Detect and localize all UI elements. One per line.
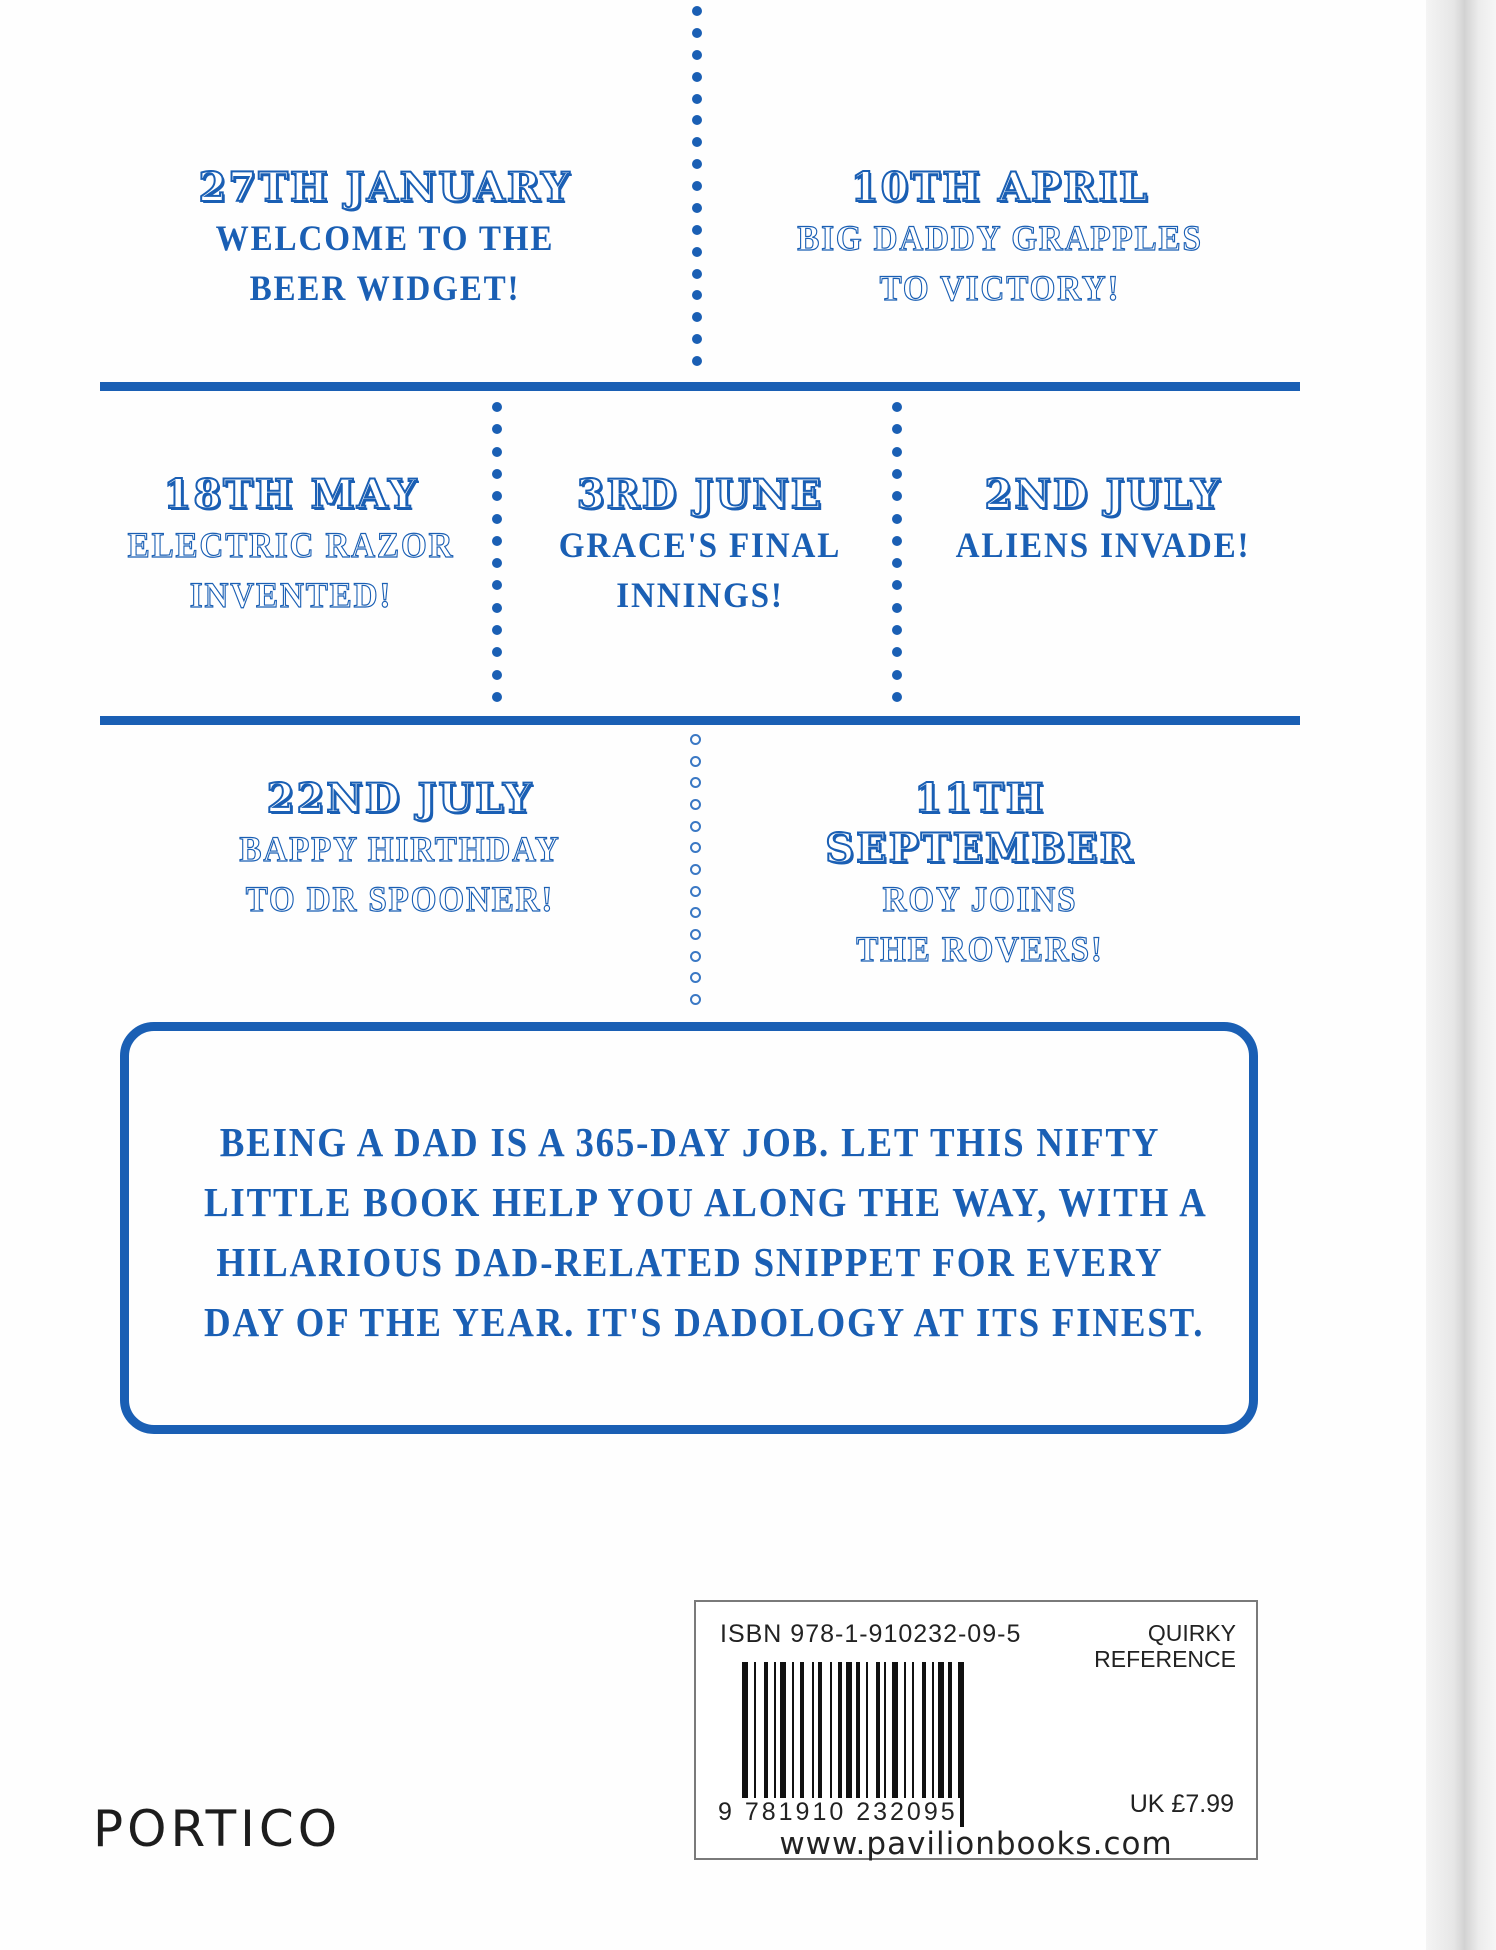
event-22nd-july [190, 774, 610, 924]
barcode-bar [774, 1662, 776, 1812]
divider-dot [492, 424, 502, 434]
divider-dot [492, 670, 502, 680]
barcode-bar [948, 1662, 952, 1812]
event-caption-line: TO DR SPOONER! [245, 879, 555, 919]
divider-dot [892, 580, 902, 590]
barcode-bar [812, 1662, 814, 1812]
event-date: 2ND JULY [984, 471, 1222, 518]
barcode-bar [754, 1662, 756, 1812]
rule-top [100, 382, 1300, 391]
divider-dot [492, 402, 502, 412]
barcode-bar [818, 1662, 822, 1812]
divider-dot [692, 159, 702, 169]
blurb-line: LITTLE BOOK HELP YOU ALONG THE WAY, WITH A [204, 1179, 1208, 1225]
event-11th-september [760, 774, 1200, 974]
divider-dot [892, 692, 902, 702]
divider-dot [692, 181, 702, 191]
event-caption-line: WELCOME TO THE [215, 218, 555, 258]
divider-dot [692, 28, 702, 38]
event-caption-line: ALIENS INVADE! [955, 525, 1251, 565]
divider-dot [892, 447, 902, 457]
divider-dot [892, 670, 902, 680]
barcode-number: 9 781910 232095 [718, 1798, 958, 1826]
blurb-line: BEING A DAD IS A 365-DAY JOB. LET THIS NIFTY [219, 1119, 1161, 1165]
event-2nd-july [918, 470, 1288, 570]
barcode-bar [938, 1662, 944, 1812]
barcode-bar [830, 1662, 832, 1812]
divider-dot [892, 536, 902, 546]
divider-dot [692, 225, 702, 235]
divider-dot [690, 842, 701, 853]
rule-middle [100, 716, 1300, 725]
divider-dot [492, 603, 502, 613]
divider-dot [690, 886, 701, 897]
website-url: www.pavilionbooks.com [779, 1826, 1173, 1862]
blurb-line: HILARIOUS DAD-RELATED SNIPPET FOR EVERY [216, 1239, 1164, 1285]
divider-dot [690, 864, 701, 875]
barcode-bar [932, 1662, 934, 1812]
event-caption-line: INVENTED! [189, 575, 393, 615]
divider-dot [492, 469, 502, 479]
divider-dot [690, 972, 701, 983]
divider-dot [690, 994, 701, 1005]
barcode-bar [800, 1662, 804, 1812]
barcode-bar [876, 1662, 880, 1812]
divider-dot [692, 312, 702, 322]
event-date: 22ND JULY [266, 775, 534, 822]
barcode-bar [922, 1662, 926, 1812]
barcode-bar [780, 1662, 786, 1812]
divider-dot [692, 290, 702, 300]
event-caption-line: BIG DADDY GRAPPLES [797, 218, 1203, 258]
barcode-bar [764, 1662, 768, 1812]
barcode-bar [884, 1662, 886, 1812]
divider-dot [690, 734, 701, 745]
divider-dot [692, 137, 702, 147]
publisher-logo: PORTICO [93, 1800, 342, 1858]
event-caption-line: INNINGS! [616, 575, 784, 615]
divider-dot [492, 558, 502, 568]
blurb-line: DAY OF THE YEAR. IT'S DADOLOGY AT ITS FINEST. [204, 1299, 1205, 1345]
barcode-bar [838, 1662, 842, 1812]
divider-dot [690, 799, 701, 810]
divider-dot [692, 94, 702, 104]
divider-dot [690, 756, 701, 767]
divider-dot [492, 580, 502, 590]
divider-dot [692, 356, 702, 366]
category-line: REFERENCE [1094, 1646, 1236, 1672]
divider-dot [492, 692, 502, 702]
event-date: 3RD JUNE [576, 471, 824, 518]
event-caption-line: THE ROVERS! [856, 929, 1104, 969]
divider-dot [492, 647, 502, 657]
event-date: 18TH MAY [163, 471, 419, 518]
divider-dot [692, 50, 702, 60]
divider-dot [690, 907, 701, 918]
category-label [1094, 1620, 1236, 1672]
divider-dot [492, 491, 502, 501]
divider-dot [892, 469, 902, 479]
divider-dot [692, 115, 702, 125]
divider-dot [692, 72, 702, 82]
event-3rd-june [520, 470, 880, 620]
divider-dot [690, 777, 701, 788]
barcode-bar [892, 1662, 898, 1812]
divider-dot [690, 951, 701, 962]
barcode-bar [792, 1662, 794, 1812]
divider-dots-row1 [692, 6, 704, 366]
divider-dot [690, 929, 701, 940]
event-caption-line: GRACE'S FINAL [558, 525, 842, 565]
barcode-bars [742, 1662, 1037, 1812]
barcode-bar [912, 1662, 914, 1812]
divider-dot [492, 514, 502, 524]
category-line: QUIRKY [1147, 1620, 1236, 1646]
divider-dot [892, 625, 902, 635]
divider-dot [892, 647, 902, 657]
spine-edge [1426, 0, 1496, 1950]
divider-dot [892, 558, 902, 568]
divider-dot [692, 247, 702, 257]
barcode-bar [904, 1662, 906, 1812]
blurb-text [204, 1112, 1208, 1352]
divider-dot [892, 514, 902, 524]
divider-dot [692, 334, 702, 344]
divider-dot [492, 536, 502, 546]
divider-dot [690, 821, 701, 832]
event-date: 27TH JANUARY [198, 164, 572, 211]
barcode-bar [856, 1662, 860, 1812]
event-caption-line: BEER WIDGET! [249, 268, 521, 308]
divider-dots-row3 [690, 734, 702, 1004]
event-caption-line: TO VICTORY! [879, 268, 1121, 308]
divider-dot [692, 6, 702, 16]
divider-dot [892, 491, 902, 501]
divider-dot [492, 625, 502, 635]
event-caption-line: BAPPY HIRTHDAY [239, 829, 561, 869]
divider-dots-row2-left [492, 402, 504, 702]
divider-dot [892, 424, 902, 434]
barcode-panel [694, 1600, 1258, 1860]
divider-dot [892, 402, 902, 412]
event-18th-may [96, 470, 486, 620]
divider-dot [692, 269, 702, 279]
divider-dot [492, 447, 502, 457]
event-caption-line: ELECTRIC RAZOR [127, 525, 455, 565]
event-caption-line: ROY JOINS [882, 879, 1078, 919]
divider-dot [692, 203, 702, 213]
event-10th-april [740, 163, 1260, 313]
isbn-text: ISBN 978-1-910232-09-5 [720, 1620, 1022, 1648]
event-date: 11TH SEPTEMBER [825, 775, 1135, 872]
price-label: UK £7.99 [1129, 1790, 1234, 1818]
event-27th-january [160, 163, 610, 313]
barcode-bar [866, 1662, 868, 1812]
event-date: 10TH APRIL [850, 164, 1150, 211]
divider-dot [892, 603, 902, 613]
divider-dots-row2-right [892, 402, 904, 702]
